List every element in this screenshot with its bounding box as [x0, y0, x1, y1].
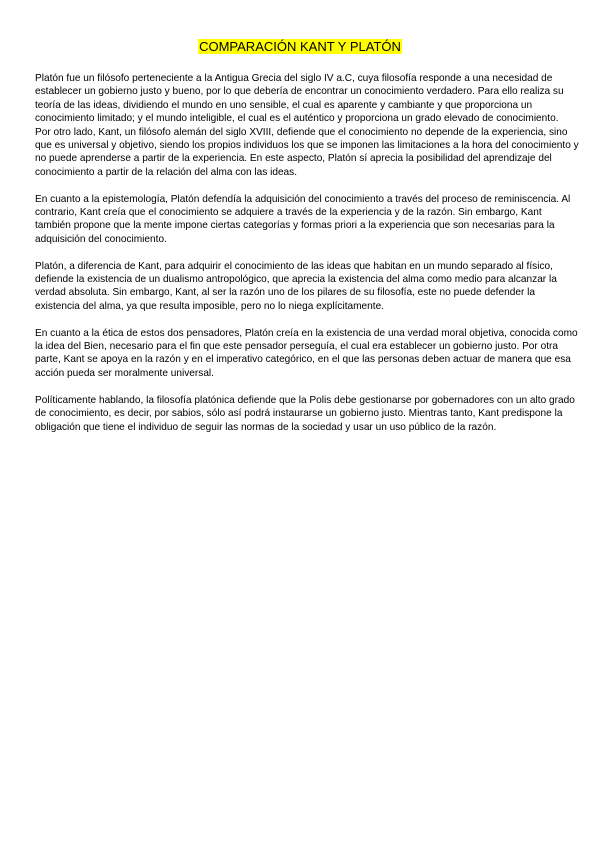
paragraph-ethics: En cuanto a la ética de estos dos pensadores, Platón creía en la existencia de una verdad moral objetiva, conocida como la idea del Bien, necesario para el fin que este pensador perseguía, el cual era establecer un gobierno justo. Por otra parte, Kant se apoya en la razón y en el imperativo categórico, en el que las personas deben actuar de manera que esa acción pueda ser moralmente universal. — [35, 327, 578, 379]
paragraph-politics: Políticamente hablando, la filosofía platónica defiende que la Polis debe gestionarse por gobernadores con un alto grado de conocimiento, es decir, por sabios, sólo así podrá instaurarse un gobierno justo. Mientras tanto, Kant predispone la obligación que tiene el individuo de seguir las normas de la sociedad y usar un uso público de la razón. — [35, 394, 575, 433]
paragraph-epistemology: En cuanto a la epistemología, Platón defendía la adquisición del conocimiento a través del proceso de reminiscencia. Al contrario, Kant creía que el conocimiento se adquiere a través de la experiencia y de la razón. Sin embargo, Kant también propone que la mente impone ciertas categorías y formas priori a la experiencia que son necesarias para la adquisición del conocimiento. — [35, 193, 571, 245]
paragraph-kant-intro: Por otro lado, Kant, un filósofo alemán del siglo XVIII, defiende que el conocimiento no depende de la experiencia, sino que es universal y objetivo, siendo los propios individuos los que se imponen las limitaciones a la hora del conocimiento y no puede aprenderse a partir de la experiencia. En este aspecto, Platón sí aprecia la posibilidad del aprendizaje del conocimiento a partir de la relación del alma con las ideas. — [35, 126, 579, 178]
title-wrap — [0, 38, 600, 56]
document-title: COMPARACIÓN KANT Y PLATÓN — [199, 39, 401, 54]
paragraph-anthropology: Platón, a diferencia de Kant, para adquirir el conocimiento de las ideas que habitan en un mundo separado al físico, defiende la existencia de un dualismo antropológico, que aprecia la existencia del alma como medio para alcanzar la verdad absoluta. Sin embargo, Kant, al ser la razón uno de los pilares de su filosofía, este no puede defender la existencia del alma, ya que resulta imposible, pero no lo niega explícitamente. — [35, 260, 557, 312]
paragraph-plato-intro: Platón fue un filósofo perteneciente a la Antigua Grecia del siglo IV a.C, cuya filosofía responde a una necesidad de establecer un gobierno justo y bueno, por lo que debería de encontrar un conocimiento verdadero. Para ello realiza su teoría de las ideas, dividiendo el mundo en uno sensible, el cual es aparente y cambiante y que proporciona un conocimiento limitado; y el mundo inteligible, el cual es el auténtico y proporciona un grado elevado de conocimiento. — [35, 73, 564, 125]
document-body — [35, 72, 580, 434]
